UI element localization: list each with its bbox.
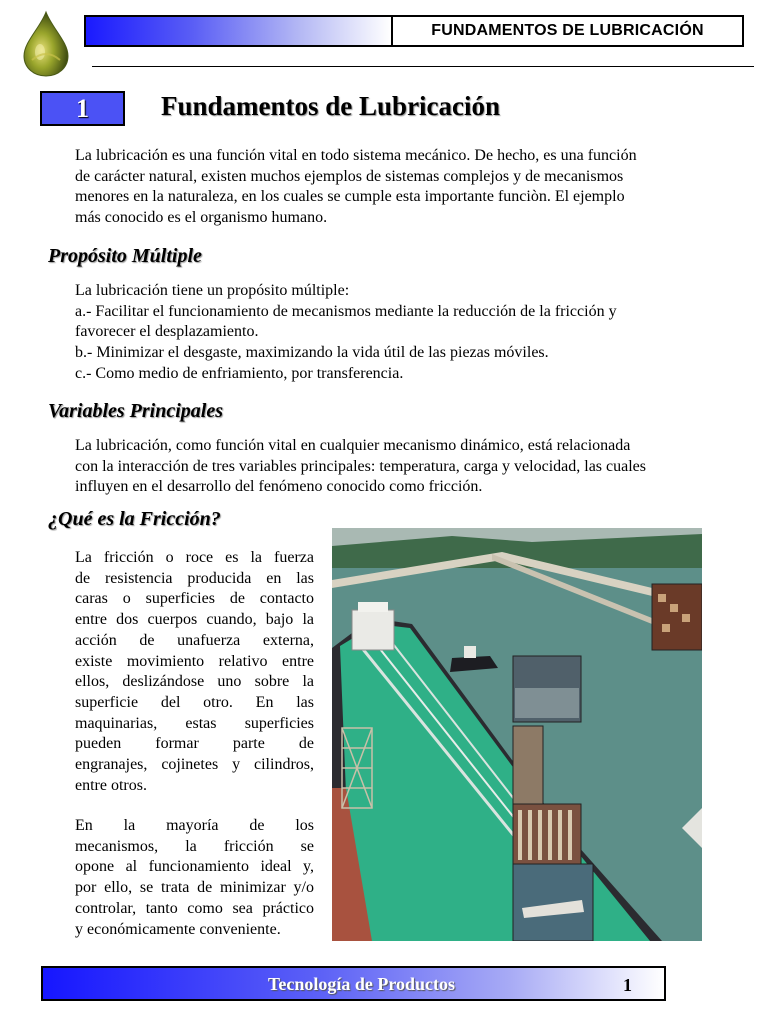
header-title: FUNDAMENTOS DE LUBRICACIÓN: [431, 22, 704, 39]
friction-line: opone al funcionamiento ideal y,: [75, 858, 314, 876]
chapter-number-box: [40, 91, 125, 126]
intro-line: La lubricación es una función vital en todo sistema mecánico. De hecho, es una función: [75, 147, 637, 164]
friction-line: superficie del otro. En las: [75, 693, 314, 711]
friction-line: existe movimiento relativo entre: [75, 652, 314, 670]
friction-line: entre dos cuerpos cuando, bajo la: [75, 611, 314, 629]
intro-line: de carácter natural, existen muchos ejemplos de sistemas complejos y de mecanismos: [75, 167, 624, 185]
intro-line: más conocido es el organismo humano.: [75, 209, 328, 227]
friction-line: ellos, deslizándose uno sobre la: [75, 673, 314, 691]
variables-line: La lubricación, como función vital en cualquier mecanismo dinámico, está relacionada: [75, 437, 631, 454]
variables-line: influyen en el desarrollo del fenómeno conocido como fricción.: [75, 478, 483, 496]
friction-line: entre otros.: [75, 776, 147, 794]
chapter-number: 1: [76, 93, 89, 123]
intro-line: menores en la naturaleza, en los cuales se cumple esta importante funciòn. El ejemplo: [75, 188, 625, 206]
section-heading-friction: ¿Qué es la Fricción?: [48, 508, 221, 530]
purpose-paragraph: [75, 281, 695, 385]
page-number: 1: [623, 975, 632, 995]
friction-line: y económicamente conveniente.: [75, 920, 281, 938]
friction-line: La fricción o roce es la fuerza: [75, 549, 314, 566]
friction-line: de resistencia producida en las: [75, 569, 314, 587]
purpose-line: a.- Facilitar el funcionamiento de mecanismos mediante la reducción de la fricción y: [75, 302, 617, 320]
header-divider: [92, 66, 754, 67]
friction-line: mecanismos, la fricción se: [75, 837, 314, 855]
footer-title: Tecnología de Productos: [268, 974, 456, 994]
friction-line: maquinarias, estas superficies: [75, 714, 314, 732]
intro-paragraph: [75, 146, 695, 229]
variables-paragraph: [75, 436, 705, 498]
section-heading-variables: Variables Principales: [48, 400, 224, 422]
friction-line: caras o superficies de contacto: [75, 590, 314, 608]
purpose-line: b.- Minimizar el desgaste, maximizando la vida útil de las piezas móviles.: [75, 344, 549, 362]
friction-line: pueden formar parte de: [75, 735, 314, 753]
friction-paragraph: [75, 548, 314, 796]
friction-line: controlar, tanto como sea práctico: [75, 899, 314, 917]
tanker-ship-photo-collage: [332, 528, 702, 941]
oil-drop-logo-icon: [18, 10, 74, 78]
purpose-line: La lubricación tiene un propósito múltiple:: [75, 282, 350, 299]
header-title-box: [391, 15, 744, 47]
section-heading-purpose: Propósito Múltiple: [48, 245, 202, 267]
purpose-line: favorecer el desplazamiento.: [75, 323, 259, 341]
header-gradient-bar: [84, 15, 391, 47]
friction-line: acción de unafuerza externa,: [75, 631, 314, 649]
friction-line: por ello, se trata de minimizar y/o: [75, 879, 314, 897]
variables-line: con la interacción de tres variables principales: temperatura, carga y velocidad, las cuales: [75, 457, 646, 475]
friction-line: engranajes, cojinetes y cilindros,: [75, 756, 314, 774]
friction-line: En la mayoría de los: [75, 817, 314, 834]
chapter-title: Fundamentos de Lubricación: [161, 91, 501, 121]
friction-paragraph-2: [75, 816, 314, 940]
purpose-line: c.- Como medio de enfriamiento, por transferencia.: [75, 364, 404, 382]
